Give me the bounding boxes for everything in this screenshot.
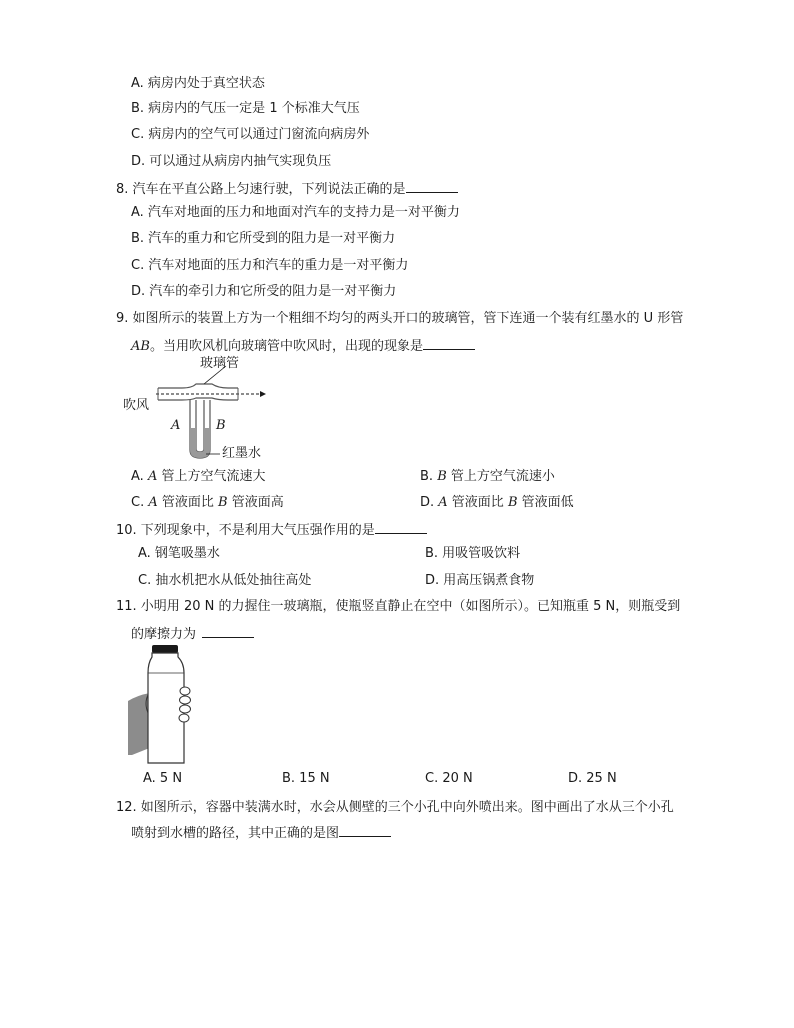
q11-bottle-figure bbox=[128, 643, 198, 767]
q9-option-d-letter: D. bbox=[420, 495, 439, 510]
q8-answer-blank bbox=[406, 180, 458, 193]
q8-stem bbox=[116, 180, 458, 198]
q11-stem-line2 bbox=[131, 625, 254, 643]
q9-option-a bbox=[131, 469, 265, 485]
q11-option-c: C. 20 N bbox=[425, 771, 473, 786]
q9-glass-tube-figure bbox=[120, 354, 280, 462]
q9-option-c bbox=[131, 495, 284, 511]
q10-option-d: D. 用高压锅煮食物 bbox=[425, 573, 535, 588]
q10-option-c: C. 抽水机把水从低处抽往高处 bbox=[138, 573, 312, 588]
q9-option-d bbox=[420, 495, 574, 511]
q9-figure-label-red-ink: 红墨水 bbox=[222, 446, 262, 461]
q9-answer-blank bbox=[423, 337, 475, 350]
q9-option-d-var1: A bbox=[438, 495, 448, 510]
q9-option-c-var1: A bbox=[148, 495, 158, 510]
q8-option-a: A. 汽车对地面的压力和地面对汽车的支持力是一对平衡力 bbox=[131, 205, 460, 220]
q9-option-d-text: 管液面低 bbox=[517, 495, 574, 510]
q12-stem-line1: 12. 如图所示，容器中装满水时，水会从侧壁的三个小孔中向外喷出来。图中画出了水从三个小孔 bbox=[116, 800, 674, 815]
q11-option-b: B. 15 N bbox=[282, 771, 330, 786]
q9-option-b bbox=[420, 469, 555, 485]
q9-option-b-letter: B. bbox=[420, 469, 438, 484]
q9-figure-label-a: A bbox=[171, 418, 181, 433]
q9-option-c-mid: 管液面比 bbox=[157, 495, 218, 510]
q9-stem-line1: 9. 如图所示的装置上方为一个粗细不均匀的两头开口的玻璃管，管下连通一个装有红墨水的 U 形管 bbox=[116, 311, 684, 326]
q12-stem-line2-text: 喷射到水槽的路径，其中正确的是图 bbox=[131, 826, 340, 841]
q7-option-a: A. 病房内处于真空状态 bbox=[131, 76, 265, 91]
q7-option-d: D. 可以通过从病房内抽气实现负压 bbox=[131, 154, 332, 169]
q12-stem-line2 bbox=[131, 824, 391, 842]
q8-option-c: C. 汽车对地面的压力和汽车的重力是一对平衡力 bbox=[131, 258, 409, 273]
q9-option-b-text: 管上方空气流速小 bbox=[446, 469, 555, 484]
q11-stem-line2-text: 的摩擦力为 bbox=[131, 627, 197, 642]
q8-option-d: D. 汽车的牵引力和它所受的阻力是一对平衡力 bbox=[131, 284, 397, 299]
q9-option-d-var2: B bbox=[507, 495, 518, 510]
q10-option-a: A. 钢笔吸墨水 bbox=[138, 546, 220, 561]
q9-option-c-text: 管液面高 bbox=[227, 495, 284, 510]
q9-option-b-var: B bbox=[437, 469, 447, 484]
q9-figure-label-b: B bbox=[216, 418, 226, 433]
q9-option-d-mid: 管液面比 bbox=[447, 495, 508, 510]
q9-option-c-letter: C. bbox=[131, 495, 149, 510]
q11-option-d: D. 25 N bbox=[568, 771, 617, 786]
q9-ab-label: AB bbox=[131, 339, 150, 354]
q10-stem bbox=[116, 521, 427, 539]
q10-stem-text: 10. 下列现象中，不是利用大气压强作用的是 bbox=[116, 523, 375, 538]
q10-answer-blank bbox=[375, 521, 427, 534]
q8-option-b: B. 汽车的重力和它所受到的阻力是一对平衡力 bbox=[131, 231, 396, 246]
q9-option-c-var2: B bbox=[218, 495, 228, 510]
q9-stem-line2-text: 。当用吹风机向玻璃管中吹风时，出现的现象是 bbox=[149, 339, 423, 354]
q9-figure-label-wind: 吹风 bbox=[123, 398, 150, 413]
q10-option-b: B. 用吸管吸饮料 bbox=[425, 546, 521, 561]
q7-option-c: C. 病房内的空气可以通过门窗流向病房外 bbox=[131, 127, 370, 142]
q9-figure-label-glass-tube: 玻璃管 bbox=[200, 356, 240, 371]
q11-answer-blank bbox=[202, 625, 254, 638]
q11-stem-line1: 11. 小明用 20 N 的力握住一玻璃瓶，使瓶竖直静止在空中（如图所示）。已知瓶重 5 N，则瓶受到 bbox=[116, 599, 681, 614]
q9-option-a-var: A bbox=[147, 469, 158, 484]
q12-answer-blank bbox=[339, 824, 391, 837]
q8-stem-text: 8. 汽车在平直公路上匀速行驶，下列说法正确的是 bbox=[116, 182, 406, 197]
q9-option-a-letter: A. bbox=[131, 469, 148, 484]
q9-option-a-text: 管上方空气流速大 bbox=[157, 469, 266, 484]
q7-option-b: B. 病房内的气压一定是 1 个标准大气压 bbox=[131, 101, 360, 116]
q11-option-a: A. 5 N bbox=[143, 771, 183, 786]
q9-stem-line2 bbox=[131, 337, 475, 355]
